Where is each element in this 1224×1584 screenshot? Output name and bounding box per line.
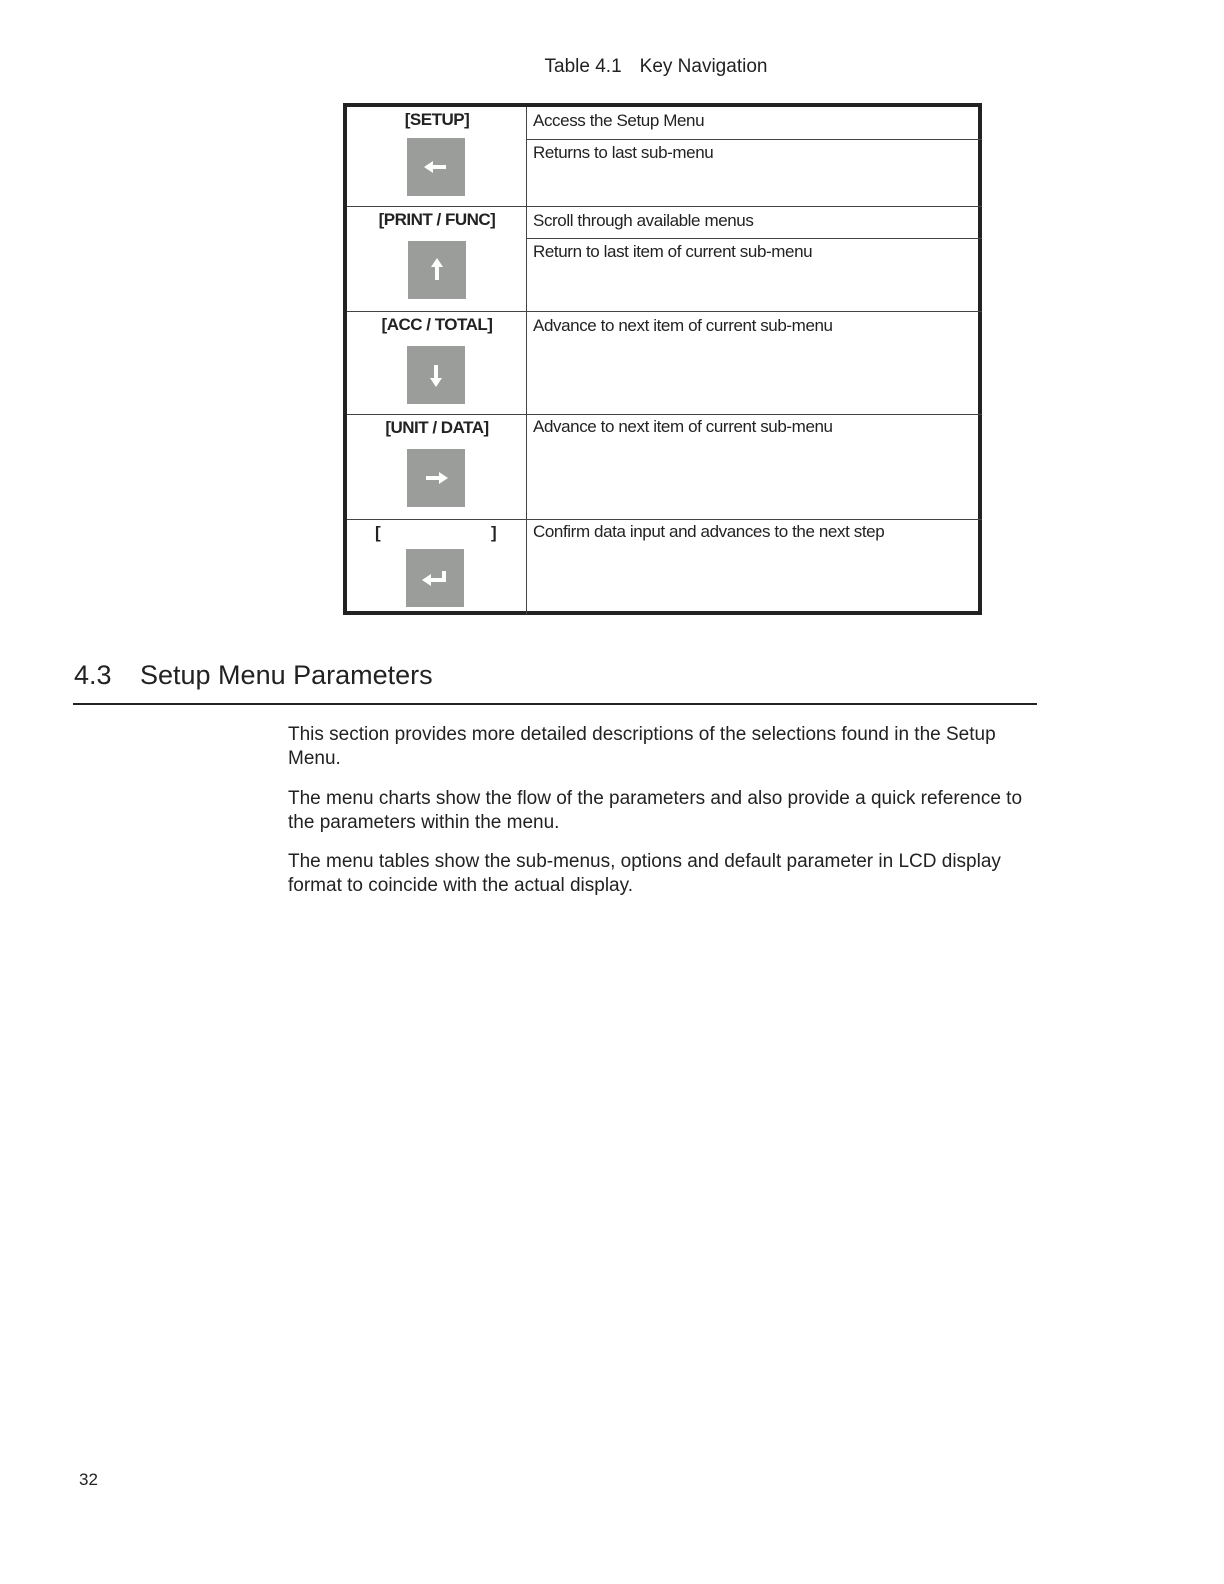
enter-arrow-icon	[422, 570, 448, 586]
desc-cell-setup	[527, 107, 982, 206]
table-row-enter	[347, 520, 982, 615]
key-label-acc-total: [ACC / TOTAL]	[381, 315, 493, 334]
key-label-unit-data: [UNIT / DATA]	[385, 418, 489, 437]
table-row-unit-data	[347, 415, 982, 520]
table-caption	[0, 56, 1224, 78]
table-caption-text: Key Navigation	[639, 56, 768, 77]
desc-access-setup: Access the Setup Menu	[533, 111, 705, 130]
enter-key-button	[406, 549, 464, 607]
desc-return-sub-menu: Returns to last sub-menu	[533, 143, 714, 162]
desc-confirm-input: Confirm data input and advances to the next step	[533, 522, 885, 541]
desc-advance-next-item: Advance to next item of current sub-menu	[533, 417, 833, 436]
print-func-key-button	[408, 241, 466, 299]
section-heading	[74, 660, 433, 691]
section-title: Setup Menu Parameters	[140, 660, 433, 690]
key-label-print-func: [PRINT / FUNC]	[378, 210, 496, 229]
key-cell-acc-total	[347, 312, 527, 414]
page-number: 32	[79, 1470, 98, 1489]
desc-cell-print-func	[527, 207, 982, 311]
desc-return-last-item: Return to last item of current sub-menu	[533, 242, 813, 261]
key-cell-print-func	[347, 207, 527, 311]
table-row-acc-total	[347, 312, 982, 415]
key-label-close-bracket: ]	[491, 523, 497, 542]
right-arrow-icon	[424, 471, 448, 485]
desc-cell-enter	[527, 520, 982, 615]
key-cell-enter	[347, 520, 527, 615]
key-cell-unit-data	[347, 415, 527, 519]
desc-cell-acc-total	[527, 312, 982, 414]
key-label-open-bracket: [	[375, 523, 381, 542]
up-arrow-icon	[430, 258, 444, 282]
key-navigation-table	[343, 103, 982, 615]
setup-key-button	[407, 138, 465, 196]
paragraph-menu-charts: The menu charts show the flow of the parameters and also provide a quick reference to the parameters within the menu.	[288, 788, 1023, 833]
table-row-setup	[347, 107, 982, 207]
section-divider	[73, 703, 1037, 705]
key-label-setup: [SETUP]	[404, 110, 470, 129]
acc-total-key-button	[407, 346, 465, 404]
paragraph-intro: This section provides more detailed descriptions of the selections found in the Setup Menu.	[288, 724, 996, 769]
table-row-print-func	[347, 207, 982, 312]
sub-divider	[527, 139, 982, 140]
unit-data-key-button	[407, 449, 465, 507]
left-arrow-icon	[424, 160, 448, 174]
table-caption-number: Table 4.1	[544, 56, 622, 77]
desc-cell-unit-data	[527, 415, 982, 519]
sub-divider	[527, 238, 982, 239]
section-number: 4.3	[74, 660, 112, 690]
key-cell-setup	[347, 107, 527, 206]
desc-advance-next-item: Advance to next item of current sub-menu	[533, 316, 833, 335]
paragraph-menu-tables: The menu tables show the sub-menus, options and default parameter in LCD display format to coincide with the actual display.	[288, 851, 1001, 896]
desc-scroll-menus: Scroll through available menus	[533, 211, 754, 230]
down-arrow-icon	[429, 363, 443, 387]
